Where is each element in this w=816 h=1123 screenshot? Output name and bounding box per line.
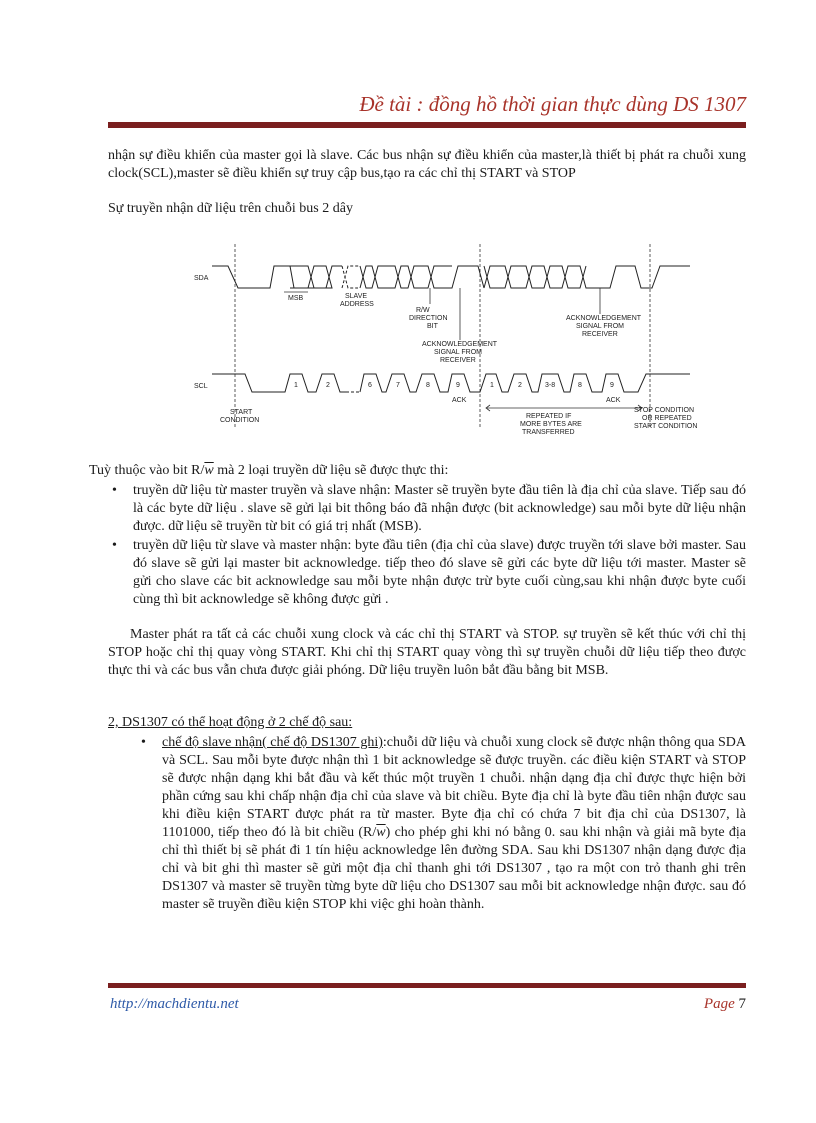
- i2c-timing-diagram: [190, 242, 710, 442]
- rw-direction-line2: DIRECTION: [409, 315, 448, 322]
- ack-label-2: ACK: [606, 397, 621, 404]
- scl-pulse-9: 9: [456, 382, 460, 389]
- slave-address-line2: ADDRESS: [340, 301, 374, 308]
- mode-w-bar: $\overline{w}$: [376, 825, 386, 840]
- ack-signal-mid-line3: RECEIVER: [440, 357, 476, 364]
- rw-intro-tail: mà 2 loại truyền dữ liệu sẽ được thực thi:: [213, 463, 449, 478]
- rw-intro: [89, 462, 746, 480]
- pointer-lines: [284, 288, 600, 340]
- scl-pulse-2: 2: [326, 382, 330, 389]
- scl-pulse-b-1: 1: [490, 382, 494, 389]
- scl-label: SCL: [194, 383, 208, 390]
- repeated-line1: REPEATED IF: [526, 413, 572, 420]
- footer-rule: [108, 983, 746, 988]
- scl-pulse-1: 1: [294, 382, 298, 389]
- header-rule: [108, 122, 746, 128]
- scl-pulse-7: 7: [396, 382, 400, 389]
- repeated-arrow: [486, 405, 642, 411]
- diagram-caption: Sự truyền nhận dữ liệu trên chuỗi bus 2 dây: [108, 201, 353, 216]
- rw-w-bar: $\overline{w}$: [204, 463, 214, 478]
- ack-label-1: ACK: [452, 397, 467, 404]
- msb-label: MSB: [288, 295, 304, 302]
- rw-intro-lead: Tuỳ thuộc vào bit R/: [89, 463, 205, 478]
- modes-heading: 2, DS1307 có thể hoạt động ở 2 chế độ sau:: [108, 715, 353, 730]
- stop-condition-line2: OR REPEATED: [642, 415, 692, 422]
- start-condition-line1: START: [230, 409, 253, 416]
- rw-direction-line1: R/W: [416, 307, 430, 314]
- ack-signal-right-line3: RECEIVER: [582, 331, 618, 338]
- repeated-line2: MORE BYTES ARE: [520, 421, 582, 428]
- rw-bullets: [108, 482, 746, 610]
- page-number: 7: [738, 996, 746, 1012]
- mode-text-part2: ) cho phép ghi khi nó bằng 0. sau khi nhận và giải mã byte địa chỉ thì thiết bị sẽ phát đi 1 tín hiệu acknowledge lên đường SDA. Sau khi DS1307 nhận dạng được địa chỉ và bit ghi thì master sẽ gửi một địa chỉ thanh ghi tới DS1307 , tạo ra một con trỏ thanh ghi trên DS1307 và master sẽ truyền từng byte dữ liệu cho DS1307 sau mỗi bit acknowledge nhận được. sau đó master sẽ truyền điều kiện STOP khi việc ghi hoàn thành.: [162, 825, 746, 912]
- scl-pulse-b-8: 8: [578, 382, 582, 389]
- page-label: Page: [703, 996, 735, 1012]
- ack-signal-right-line1: ACKNOWLEDGEMENT: [566, 315, 642, 322]
- list-item: [137, 734, 746, 914]
- scl-pulse-6: 6: [368, 382, 372, 389]
- ack-signal-right-line2: SIGNAL FROM: [576, 323, 624, 330]
- start-condition-line2: CONDITION: [220, 417, 260, 424]
- mode-slave-receive-label: chế độ slave nhận( chế độ DS1307 ghi): [162, 735, 383, 750]
- scl-pulse-8: 8: [426, 382, 430, 389]
- sda-label: SDA: [194, 275, 209, 282]
- footer-page-number: [704, 996, 746, 1013]
- scl-waveform: [212, 374, 690, 392]
- ack-signal-mid-line1: ACKNOWLEDGEMENT: [422, 341, 498, 348]
- scl-pulse-b-9: 9: [610, 382, 614, 389]
- ack-signal-mid-line2: SIGNAL FROM: [434, 349, 482, 356]
- list-item: • truyền dữ liệu từ slave và master nhận: byte đầu tiên (địa chỉ của slave) được truyền tới slave bởi master. Sau đó slave sẽ gửi lại master bit acknowledge. tiếp theo đó slave sẽ gửi các byte dữ liệu tới master. Master sẽ gửi cho slave các bit acknowledge sau mỗi byte nhận được trừ byte cuối cùng,sau khi nhận được byte cuối cùng thì bit acknowledge sẽ không được gửi .: [108, 537, 746, 609]
- footer-url-link[interactable]: http://machdientu.net: [110, 996, 239, 1012]
- rw-direction-line3: BIT: [427, 323, 438, 330]
- list-item: • truyền dữ liệu từ master truyền và slave nhận: Master sẽ truyền byte đầu tiên là địa chỉ của slave. Tiếp sau đó là các byte dữ liệu . slave sẽ gửi lại bit thông báo đã nhận được (bit acknowledge) sau mỗi byte dữ liệu nhận được. dữ liệu sẽ truyền từ bit có giá trị nhất (MSB).: [108, 482, 746, 536]
- mode-text-part1: :chuỗi dữ liệu và chuỗi xung clock sẽ được nhận thông qua SDA và SCL. Sau mỗi byte được nhận thì 1 bit acknowledge sẽ được truyền. các điều kiện START và STOP sẽ được nhận dạng khi bắt đầu và kết thúc một truyền 1 chuỗi. nhận dạng địa chỉ được thực hiện bởi phần cứng sau khi chấp nhận địa chỉ của slave và bit chiều. Byte địa chỉ là byte đầu tiên nhận được sau khi điều kiện START được phát ra từ master. Byte địa chỉ có chứa 7 bit địa chỉ của DS1307, là 1101000, tiếp theo đó là bit chiều (R/: [162, 735, 746, 840]
- repeated-line3: TRANSFERRED: [522, 429, 575, 436]
- sda-waveform: [212, 266, 690, 288]
- slave-address-line1: SLAVE: [345, 293, 368, 300]
- scl-pulse-b-3-8: 3-8: [545, 382, 556, 389]
- header-title: Đề tài : đồng hồ thời gian thực dùng DS 1307: [359, 92, 746, 116]
- master-paragraph: Master phát ra tất cả các chuỗi xung clock và các chỉ thị START và STOP. sự truyền sẽ kết thúc với chỉ thị STOP hoặc chỉ thị quay vòng START. Khi chỉ thị START quay vòng thì sự truyền chuỗi dữ liệu tiếp theo được thực thi và các bus vẫn chưa được giải phóng. Dữ liệu truyền luôn bắt đầu bằng bit MSB.: [108, 627, 746, 678]
- intro-paragraph: nhận sự điều khiển của master gọi là slave. Các bus nhận sự điều khiển của master,là thiết bị phát ra chuỗi xung clock(SCL),master sẽ điều khiển sự truy cập bus,tạo ra các chỉ thị START và STOP: [108, 148, 746, 181]
- modes-list: [137, 734, 746, 915]
- stop-condition-line3: START CONDITION: [634, 423, 698, 430]
- scl-pulse-b-2: 2: [518, 382, 522, 389]
- stop-condition-line1: STOP CONDITION: [634, 407, 695, 414]
